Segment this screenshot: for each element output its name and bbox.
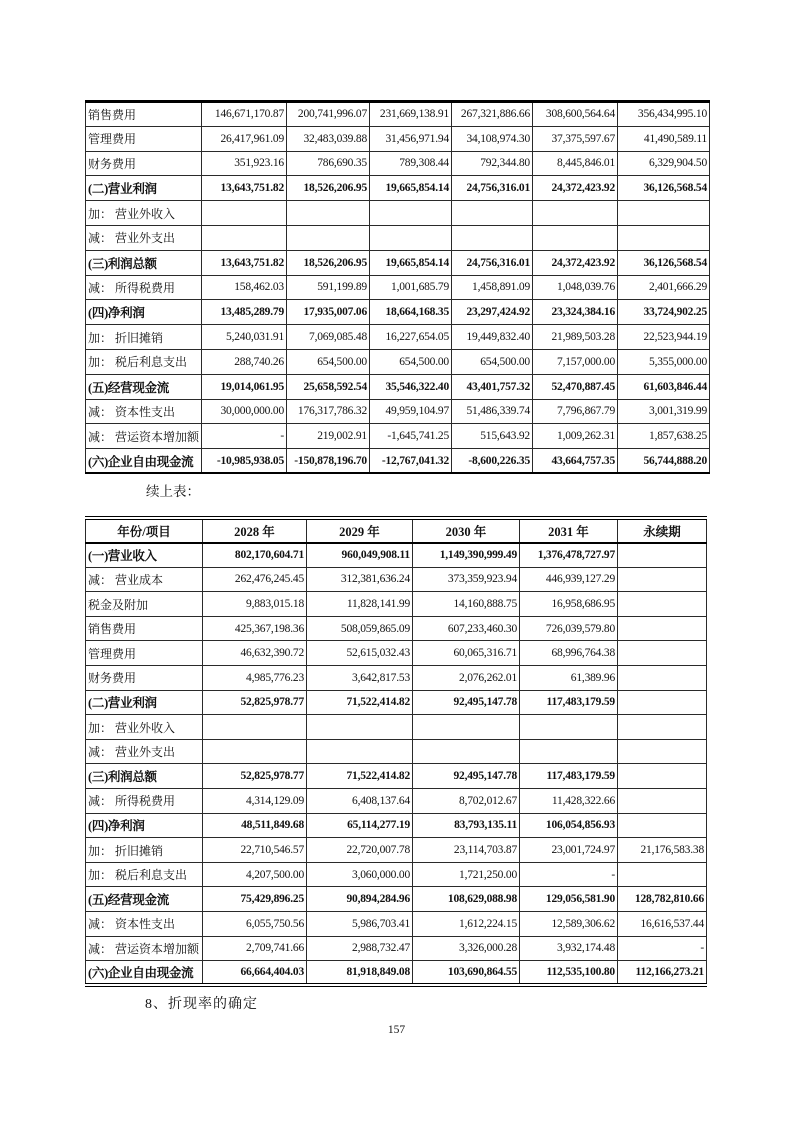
value-cell: 21,989,503.28 — [533, 325, 618, 350]
value-cell: 6,329,904.50 — [618, 151, 710, 176]
value-cell — [413, 739, 520, 764]
value-cell: 726,039,579.80 — [520, 616, 618, 641]
column-header: 年份/项目 — [86, 518, 203, 543]
value-cell: 48,511,849.68 — [203, 813, 307, 838]
value-cell: 356,434,995.10 — [618, 102, 710, 127]
table-row — [86, 715, 707, 740]
value-cell: 792,344.80 — [452, 151, 533, 176]
value-cell: 92,495,147.78 — [413, 764, 520, 789]
row-label: 减： 资本性支出 — [86, 912, 203, 937]
value-cell: 312,381,636.24 — [307, 567, 413, 592]
value-cell: - — [618, 936, 707, 961]
value-cell: -1,645,741.25 — [370, 424, 452, 449]
value-cell — [307, 739, 413, 764]
value-cell: 425,367,198.36 — [203, 616, 307, 641]
value-cell: 92,495,147.78 — [413, 690, 520, 715]
value-cell: 3,326,000.28 — [413, 936, 520, 961]
table-row — [86, 690, 707, 715]
value-cell: 18,664,168.35 — [370, 300, 452, 325]
value-cell: 200,741,996.07 — [287, 102, 370, 127]
value-cell: 4,207,500.00 — [203, 862, 307, 887]
row-label: 加： 折旧摊销 — [86, 325, 202, 350]
table-row — [86, 275, 710, 300]
value-cell: 2,988,732.47 — [307, 936, 413, 961]
value-cell: 36,126,568.54 — [618, 250, 710, 275]
value-cell: 52,825,978.77 — [203, 690, 307, 715]
value-cell: 112,166,273.21 — [618, 961, 707, 986]
row-label: 管理费用 — [86, 641, 203, 666]
value-cell: 11,428,322.66 — [520, 789, 618, 814]
value-cell: 18,526,206.95 — [287, 250, 370, 275]
value-cell: 23,114,703.87 — [413, 838, 520, 863]
value-cell: 3,001,319.99 — [618, 399, 710, 424]
table-row — [86, 374, 710, 399]
row-label: (四)净利润 — [86, 300, 202, 325]
value-cell: 13,485,289.79 — [202, 300, 287, 325]
value-cell: 83,793,135.11 — [413, 813, 520, 838]
value-cell: 30,000,000.00 — [202, 399, 287, 424]
row-label: (四)净利润 — [86, 813, 203, 838]
value-cell: 11,828,141.99 — [307, 592, 413, 617]
value-cell: -12,767,041.32 — [370, 449, 452, 474]
value-cell: 24,756,316.01 — [452, 250, 533, 275]
value-cell: 19,449,832.40 — [452, 325, 533, 350]
value-cell: 6,408,137.64 — [307, 789, 413, 814]
value-cell: 22,710,546.57 — [203, 838, 307, 863]
value-cell: 56,744,888.20 — [618, 449, 710, 474]
value-cell: 1,009,262.31 — [533, 424, 618, 449]
value-cell: 1,612,224.15 — [413, 912, 520, 937]
value-cell: 19,014,061.95 — [202, 374, 287, 399]
value-cell — [618, 739, 707, 764]
value-cell: 2,076,262.01 — [413, 666, 520, 691]
value-cell: 52,470,887.45 — [533, 374, 618, 399]
value-cell: 3,932,174.48 — [520, 936, 618, 961]
table-row — [86, 764, 707, 789]
value-cell: 262,476,245.45 — [203, 567, 307, 592]
value-cell — [287, 225, 370, 250]
column-header: 永续期 — [618, 518, 707, 543]
row-label: 销售费用 — [86, 102, 202, 127]
row-label: 管理费用 — [86, 126, 202, 151]
cashflow-table-continued-body — [86, 543, 707, 986]
value-cell: 61,389.96 — [520, 666, 618, 691]
value-cell — [202, 225, 287, 250]
value-cell: 24,372,423.92 — [533, 250, 618, 275]
value-cell: 51,486,339.74 — [452, 399, 533, 424]
value-cell: 22,720,007.78 — [307, 838, 413, 863]
table-row — [86, 813, 707, 838]
value-cell: 25,658,592.54 — [287, 374, 370, 399]
table-row — [86, 349, 710, 374]
column-header: 2031 年 — [520, 518, 618, 543]
value-cell: -10,985,938.05 — [202, 449, 287, 474]
row-label: (二)营业利润 — [86, 690, 203, 715]
table-row — [86, 912, 707, 937]
table-row — [86, 641, 707, 666]
value-cell: 117,483,179.59 — [520, 690, 618, 715]
value-cell: 9,883,015.18 — [203, 592, 307, 617]
value-cell — [533, 201, 618, 226]
table-header-row — [86, 518, 707, 543]
table-row — [86, 543, 707, 568]
value-cell: 17,935,007.06 — [287, 300, 370, 325]
table-row — [86, 176, 710, 201]
table-row — [86, 887, 707, 912]
value-cell: 13,643,751.82 — [202, 176, 287, 201]
value-cell: 46,632,390.72 — [203, 641, 307, 666]
value-cell: 2,709,741.66 — [203, 936, 307, 961]
table-row — [86, 616, 707, 641]
value-cell: 103,690,864.55 — [413, 961, 520, 986]
value-cell: 26,417,961.09 — [202, 126, 287, 151]
value-cell: 19,665,854.14 — [370, 250, 452, 275]
value-cell: 128,782,810.66 — [618, 887, 707, 912]
row-label: (五)经营现金流 — [86, 887, 203, 912]
row-label: (五)经营现金流 — [86, 374, 202, 399]
value-cell: 1,001,685.79 — [370, 275, 452, 300]
table-row — [86, 789, 707, 814]
value-cell: 71,522,414.82 — [307, 690, 413, 715]
table-row — [86, 592, 707, 617]
value-cell: 19,665,854.14 — [370, 176, 452, 201]
value-cell: 33,724,902.25 — [618, 300, 710, 325]
value-cell — [370, 225, 452, 250]
value-cell — [618, 616, 707, 641]
table-row — [86, 300, 710, 325]
row-label: 减： 营运资本增加额 — [86, 936, 203, 961]
row-label: 财务费用 — [86, 666, 203, 691]
value-cell: 4,314,129.09 — [203, 789, 307, 814]
value-cell — [370, 201, 452, 226]
value-cell — [618, 225, 710, 250]
value-cell: 14,160,888.75 — [413, 592, 520, 617]
continuation-label: 续上表： — [146, 484, 200, 499]
value-cell: -8,600,226.35 — [452, 449, 533, 474]
value-cell: 3,060,000.00 — [307, 862, 413, 887]
value-cell: 5,240,031.91 — [202, 325, 287, 350]
table-row — [86, 225, 710, 250]
value-cell — [287, 201, 370, 226]
value-cell: 75,429,896.25 — [203, 887, 307, 912]
table-row — [86, 449, 710, 474]
value-cell: 23,324,384.16 — [533, 300, 618, 325]
value-cell — [618, 641, 707, 666]
value-cell — [618, 567, 707, 592]
value-cell: 802,170,604.71 — [203, 543, 307, 568]
value-cell — [618, 666, 707, 691]
row-label: 销售费用 — [86, 616, 203, 641]
value-cell: 16,616,537.44 — [618, 912, 707, 937]
value-cell: 60,065,316.71 — [413, 641, 520, 666]
row-label: 减： 营运资本增加额 — [86, 424, 202, 449]
value-cell: - — [202, 424, 287, 449]
value-cell: 4,985,776.23 — [203, 666, 307, 691]
value-cell: 8,445,846.01 — [533, 151, 618, 176]
value-cell — [618, 592, 707, 617]
value-cell — [618, 543, 707, 568]
value-cell: 90,894,284.96 — [307, 887, 413, 912]
value-cell: 786,690.35 — [287, 151, 370, 176]
value-cell: 1,149,390,999.49 — [413, 543, 520, 568]
page-number: 157 — [387, 1024, 406, 1036]
value-cell: 1,721,250.00 — [413, 862, 520, 887]
value-cell: 41,490,589.11 — [618, 126, 710, 151]
value-cell — [618, 715, 707, 740]
value-cell: 591,199.89 — [287, 275, 370, 300]
row-label: 减： 所得税费用 — [86, 789, 203, 814]
row-label: 减： 营业外支出 — [86, 739, 203, 764]
value-cell: 5,355,000.00 — [618, 349, 710, 374]
section-heading: 8、折现率的确定 — [145, 997, 258, 1012]
value-cell: 36,126,568.54 — [618, 176, 710, 201]
value-cell: 52,615,032.43 — [307, 641, 413, 666]
value-cell — [452, 225, 533, 250]
value-cell: 37,375,597.67 — [533, 126, 618, 151]
value-cell: 231,669,138.91 — [370, 102, 452, 127]
row-label: 加： 营业外收入 — [86, 715, 203, 740]
value-cell: 108,629,088.98 — [413, 887, 520, 912]
value-cell — [618, 690, 707, 715]
table-row — [86, 250, 710, 275]
value-cell — [618, 813, 707, 838]
value-cell: 81,918,849.08 — [307, 961, 413, 986]
value-cell: 1,048,039.76 — [533, 275, 618, 300]
table-row — [86, 424, 710, 449]
value-cell: 18,526,206.95 — [287, 176, 370, 201]
value-cell — [203, 739, 307, 764]
value-cell: 16,958,686.95 — [520, 592, 618, 617]
value-cell: 288,740.26 — [202, 349, 287, 374]
value-cell — [618, 862, 707, 887]
value-cell: 23,297,424.92 — [452, 300, 533, 325]
value-cell: 960,049,908.11 — [307, 543, 413, 568]
row-label: 加： 税后利息支出 — [86, 349, 202, 374]
table-row — [86, 151, 710, 176]
value-cell: 106,054,856.93 — [520, 813, 618, 838]
value-cell: 158,462.03 — [202, 275, 287, 300]
value-cell: 52,825,978.77 — [203, 764, 307, 789]
table-row — [86, 567, 707, 592]
value-cell: 7,796,867.79 — [533, 399, 618, 424]
table-row — [86, 862, 707, 887]
value-cell — [520, 739, 618, 764]
value-cell: 16,227,654.05 — [370, 325, 452, 350]
value-cell: 117,483,179.59 — [520, 764, 618, 789]
value-cell — [618, 789, 707, 814]
value-cell — [452, 201, 533, 226]
row-label: (三)利润总额 — [86, 764, 203, 789]
column-header: 2028 年 — [203, 518, 307, 543]
table-row — [86, 201, 710, 226]
value-cell: 3,642,817.53 — [307, 666, 413, 691]
row-label: 财务费用 — [86, 151, 202, 176]
value-cell: 68,996,764.38 — [520, 641, 618, 666]
value-cell: 112,535,100.80 — [520, 961, 618, 986]
value-cell: 34,108,974.30 — [452, 126, 533, 151]
row-label: 减： 所得税费用 — [86, 275, 202, 300]
value-cell: 654,500.00 — [452, 349, 533, 374]
value-cell: 446,939,127.29 — [520, 567, 618, 592]
value-cell: 71,522,414.82 — [307, 764, 413, 789]
value-cell: 49,959,104.97 — [370, 399, 452, 424]
value-cell: 66,664,404.03 — [203, 961, 307, 986]
value-cell — [533, 225, 618, 250]
table-row — [86, 325, 710, 350]
value-cell: 2,401,666.29 — [618, 275, 710, 300]
row-label: 税金及附加 — [86, 592, 203, 617]
value-cell: 654,500.00 — [287, 349, 370, 374]
table-row — [86, 102, 710, 127]
value-cell: 23,001,724.97 — [520, 838, 618, 863]
cashflow-table-top-body — [86, 102, 710, 474]
table-row — [86, 399, 710, 424]
value-cell: 129,056,581.90 — [520, 887, 618, 912]
value-cell: 515,643.92 — [452, 424, 533, 449]
column-header: 2030 年 — [413, 518, 520, 543]
table-row — [86, 126, 710, 151]
row-label: 加： 营业外收入 — [86, 201, 202, 226]
value-cell: 146,671,170.87 — [202, 102, 287, 127]
row-label: (一)营业收入 — [86, 543, 203, 568]
value-cell: 373,359,923.94 — [413, 567, 520, 592]
value-cell: 7,069,085.48 — [287, 325, 370, 350]
value-cell: 219,002.91 — [287, 424, 370, 449]
value-cell — [203, 715, 307, 740]
value-cell: 43,401,757.32 — [452, 374, 533, 399]
value-cell — [520, 715, 618, 740]
table-row — [86, 936, 707, 961]
value-cell: 32,483,039.88 — [287, 126, 370, 151]
value-cell: 508,059,865.09 — [307, 616, 413, 641]
value-cell: 43,664,757.35 — [533, 449, 618, 474]
column-header: 2029 年 — [307, 518, 413, 543]
value-cell: 31,456,971.94 — [370, 126, 452, 151]
value-cell: 1,857,638.25 — [618, 424, 710, 449]
row-label: 减： 营业外支出 — [86, 225, 202, 250]
value-cell: 21,176,583.38 — [618, 838, 707, 863]
value-cell: 308,600,564.64 — [533, 102, 618, 127]
row-label: (三)利润总额 — [86, 250, 202, 275]
table-row — [86, 666, 707, 691]
value-cell: - — [520, 862, 618, 887]
row-label: 减： 资本性支出 — [86, 399, 202, 424]
value-cell: 24,756,316.01 — [452, 176, 533, 201]
value-cell — [618, 201, 710, 226]
row-label: (六)企业自由现金流 — [86, 449, 202, 474]
value-cell — [618, 764, 707, 789]
row-label: 加： 税后利息支出 — [86, 862, 203, 887]
row-label: 加： 折旧摊销 — [86, 838, 203, 863]
value-cell: 65,114,277.19 — [307, 813, 413, 838]
value-cell: 13,643,751.82 — [202, 250, 287, 275]
value-cell — [413, 715, 520, 740]
value-cell: 35,546,322.40 — [370, 374, 452, 399]
table-row — [86, 838, 707, 863]
cashflow-table-continued — [85, 516, 707, 987]
value-cell: 267,321,886.66 — [452, 102, 533, 127]
value-cell — [307, 715, 413, 740]
value-cell: 5,986,703.41 — [307, 912, 413, 937]
value-cell: 789,308.44 — [370, 151, 452, 176]
row-label: (二)营业利润 — [86, 176, 202, 201]
table-row — [86, 739, 707, 764]
value-cell: 607,233,460.30 — [413, 616, 520, 641]
value-cell: 12,589,306.62 — [520, 912, 618, 937]
value-cell: 1,376,478,727.97 — [520, 543, 618, 568]
value-cell: 351,923.16 — [202, 151, 287, 176]
value-cell: 1,458,891.09 — [452, 275, 533, 300]
value-cell: 8,702,012.67 — [413, 789, 520, 814]
value-cell: 654,500.00 — [370, 349, 452, 374]
value-cell: -150,878,196.70 — [287, 449, 370, 474]
row-label: (六)企业自由现金流 — [86, 961, 203, 986]
table-row — [86, 961, 707, 986]
value-cell: 6,055,750.56 — [203, 912, 307, 937]
value-cell: 24,372,423.92 — [533, 176, 618, 201]
value-cell: 22,523,944.19 — [618, 325, 710, 350]
row-label: 减： 营业成本 — [86, 567, 203, 592]
cashflow-table-top — [85, 100, 710, 474]
value-cell: 7,157,000.00 — [533, 349, 618, 374]
value-cell — [202, 201, 287, 226]
value-cell: 176,317,786.32 — [287, 399, 370, 424]
value-cell: 61,603,846.44 — [618, 374, 710, 399]
